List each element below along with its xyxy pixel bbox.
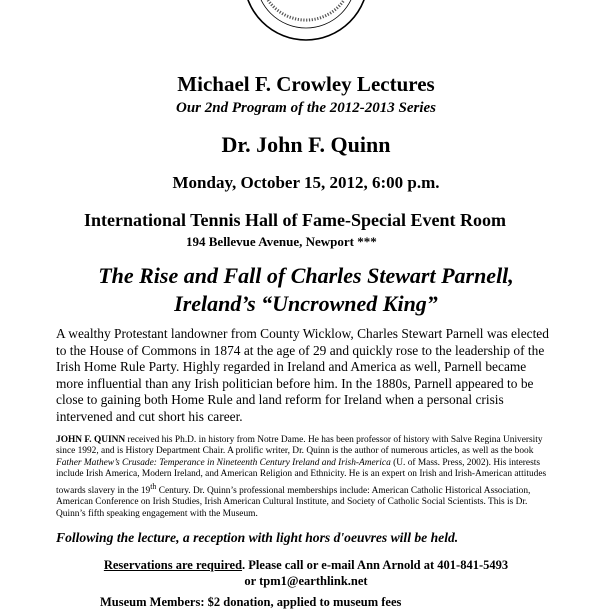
bio-name: JOHN F. QUINN xyxy=(56,435,126,445)
lecture-description: A wealthy Protestant landowner from County Wicklow, Charles Stewart Parnell was elected to the House of Commons in 1874 at the age of 29 and quickly rose to the leadership of the Irish Home Rule Party. Highly regarded in Ireland and America as well, Parnell became more influential than any Irish politician before him. In the 1880s, Parnell appeared to be close to gaining both Home Rule and land reform for Ireland when a personal crisis intervened and cut short his career. xyxy=(56,326,549,424)
bio-text-1: received his Ph.D. in history from Notre Dame. He has been professor of history with Salve Regina University since 1992, and is History Department Chair. A prolific writer, Dr. Quinn is the author of numerous articles, as well as the book xyxy=(56,435,543,457)
member-pricing-line: Museum Members: $2 donation, applied to museum fees xyxy=(100,595,402,609)
museum-seal-icon xyxy=(242,0,370,42)
bio-superscript: th xyxy=(150,481,157,491)
reservations-contact: . Please call or e-mail Ann Arnold at 401-841-5493 xyxy=(242,558,509,572)
venue-address: 194 Bellevue Avenue, Newport *** xyxy=(186,234,377,249)
bio-text-2: (U. of Mass. Press, 2002). His interests include Irish America, Modern Ireland, and American Religion and Ethnicity. He is an expert on Irish and Irish-American attitudes towards slavery in the 19 xyxy=(56,457,547,496)
bio-book-title: Father Mathew’s Crusade: Temperance in Nineteenth Century Ireland and Irish-America xyxy=(56,457,391,468)
lecture-title-line-2: Ireland’s “Uncrowned King” xyxy=(174,291,438,316)
series-subtitle: Our 2nd Program of the 2012-2013 Series xyxy=(175,100,437,116)
speaker-bio xyxy=(56,435,556,520)
reception-note: Following the lecture, a reception with light hors d'oeuvres will be held. xyxy=(56,530,459,545)
reservations-line xyxy=(0,558,612,573)
reservations-required: Reservations are required xyxy=(103,558,243,572)
reservations-email[interactable]: or tpm1@earthlink.net xyxy=(244,574,368,588)
speaker-name: Dr. John F. Quinn xyxy=(221,132,391,157)
venue-name: International Tennis Hall of Fame-Special Event Room xyxy=(84,210,507,230)
lecture-title-line-1: The Rise and Fall of Charles Stewart Parnell, xyxy=(98,263,514,288)
series-title: Michael F. Crowley Lectures xyxy=(177,72,435,96)
bio-text-3: Century. Dr. Quinn’s professional memberships include: American Catholic Historical Association, American Conference on Irish Studies, Irish American Cultural Institute, and Society of Catholic Social Scientists. This is Dr. Quinn’s fifth speaking engagement with the Museum. xyxy=(56,485,531,519)
event-date-time: Monday, October 15, 2012, 6:00 p.m. xyxy=(172,173,440,192)
